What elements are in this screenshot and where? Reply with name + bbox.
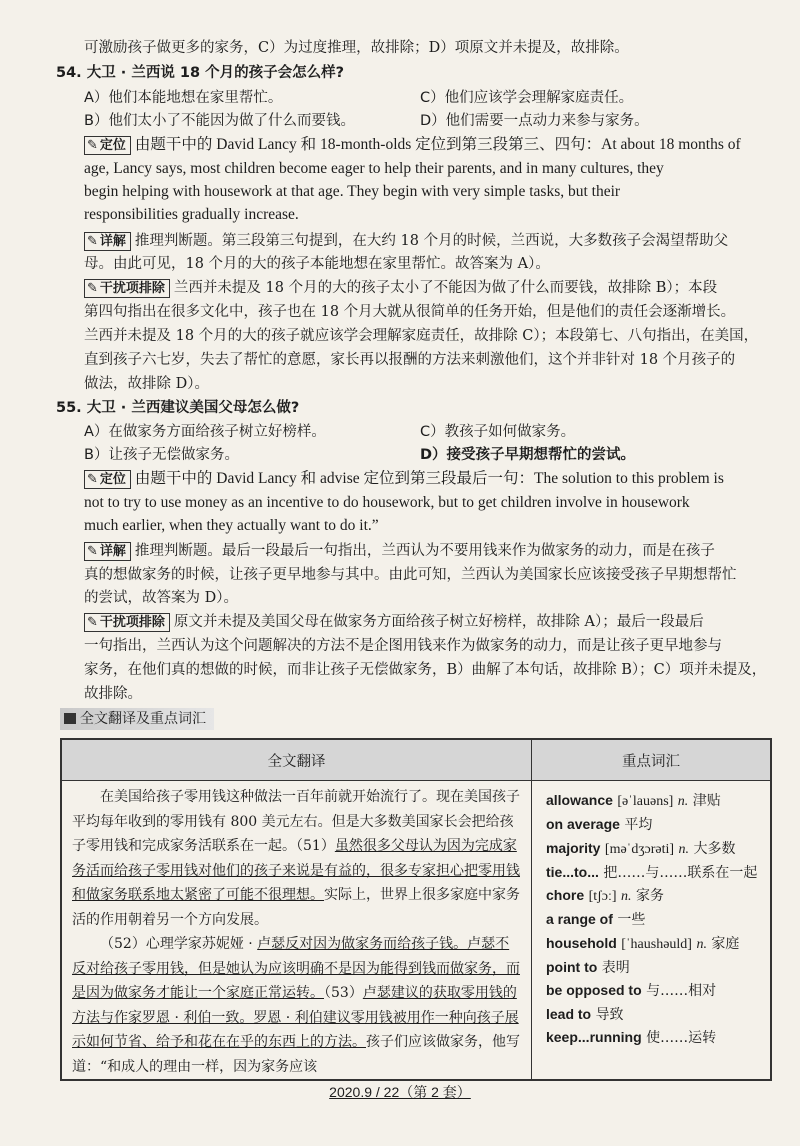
question-number: 55. [56, 400, 82, 416]
prev-answer-line: 可激励孩子做更多的家务，C）为过度推理，故排除；D）项原文并未提及，故排除。 [84, 40, 629, 56]
distract-line: ✎ 干扰项排除 兰西并未提及 18 个月的大的孩子太小了不能因为做了什么而要钱，故排除 B）；本段 [84, 277, 717, 299]
distract-line: 直到孩子六七岁，失去了帮忙的意愿，家长再以报酬的方法来刺激他们，这个并非针对 18 个月孩子的 [84, 352, 736, 368]
locate-line: age, Lancy says, most children become eager to help their parents, and in many cultures, they [84, 160, 664, 177]
vocab-item: majority [məˈdʒɔrəti] n. 大多数 [545, 839, 736, 857]
translation-cell [61, 781, 531, 1081]
vocab-item: keep...running 使……运转 [545, 1028, 717, 1046]
vocab-item: household [ˈhaushəuld] n. 家庭 [545, 934, 740, 952]
distract-line: 故排除。 [84, 686, 142, 702]
translation-paragraph: 在美国给孩子零用钱这种做法一百年前就开始流行了。现在美国孩子平均每年收到的零用钱有 800 美元左右。但是大多数美国家长会把给孩子零用钱和完成家务活联系在一起。（51）虽然很多父母认为因为完成家务活而给孩子零用钱对他们的孩子来说是有益的，很多专家担心把零用钱和做家务联系地太紧密了可能不很理想。实际上，世界上很多家庭中家务活的作用朝着另一个方向发展。 [72, 789, 520, 928]
option-b: B）他们太小了不能因为做了什么而要钱。 [84, 113, 355, 129]
vocab-list [532, 781, 770, 1049]
vocab-item: point to 表明 [545, 959, 630, 977]
detail-line: 的尝试，故答案为 D）。 [84, 590, 238, 606]
pen-icon: ✎ [87, 544, 98, 559]
locate-line: responsibilities gradually increase. [84, 206, 299, 223]
pen-icon: ✎ [87, 615, 98, 630]
translation-table [60, 738, 772, 1081]
pen-icon: ✎ [87, 138, 98, 153]
locate-line: much earlier, when they actually want to do it.” [84, 517, 379, 534]
page-footer: 2020.9 / 22（第 2 套） [329, 1084, 471, 1100]
vocab-item: chore [tʃɔː] n. 家务 [545, 887, 664, 905]
question-stem: 大卫 · 兰西建议美国父母怎么做? [86, 400, 300, 416]
locate-line: ✎ 定位 由题干中的 David Lancy 和 18-month-olds 定位到第三段第三、四句：At about 18 months of [84, 134, 741, 156]
question-54 [56, 62, 344, 84]
vocab-item: allowance [əˈlauəns] n. 津贴 [545, 792, 721, 809]
pen-icon: ✎ [87, 281, 98, 296]
distract-line: 家务，在他们真的想做的时候，而非让孩子无偿做家务，B）曲解了本句话，故排除 B）；C）项并未提及， [84, 662, 767, 678]
detail-line: ✎ 详解 推理判断题。第三段第三句提到，在大约 18 个月的时候，兰西说，大多数孩子会渴望帮助父 [84, 230, 728, 252]
option-a: A）他们本能地想在家里帮忙。 [84, 90, 283, 106]
distract-line: 兰西并未提及 18 个月的大的孩子就应该学会理解家庭责任，故排除 C）；本段第七、八句指出，在美国， [84, 328, 759, 344]
option-d: D）他们需要一点动力来参与家务。 [420, 113, 649, 129]
question-number: 54. [56, 65, 82, 81]
book-icon [64, 713, 76, 724]
option-a: A）在做家务方面给孩子树立好榜样。 [84, 424, 326, 440]
distract-tag: ✎ 干扰项排除 [84, 279, 170, 298]
locate-line: ✎ 定位 由题干中的 David Lancy 和 advise 定位到第三段最后一句：The solution to this problem is [84, 468, 724, 490]
detail-tag: ✎ 详解 [84, 232, 131, 251]
locate-tag: ✎ 定位 [84, 136, 131, 155]
detail-tag: ✎ 详解 [84, 542, 131, 561]
distract-line: ✎ 干扰项排除 原文并未提及美国父母在做家务方面给孩子树立好榜样，故排除 A）；最后一段最后 [84, 611, 704, 633]
locate-tag: ✎ 定位 [84, 470, 131, 489]
vocab-item: a range of 一些 [545, 911, 646, 929]
vocab-cell [531, 781, 771, 1081]
vocab-item: tie...to... 把……与……联系在一起 [545, 863, 758, 881]
distract-line: 一句指出，兰西认为这个问题解决的方法不是企图用钱来作为做家务的动力，而是让孩子更早地参与 [84, 638, 722, 654]
locate-line: not to try to use money as an incentive to do housework, but to get children involve in housework [84, 494, 690, 511]
detail-line: 真的想做家务的时候，让孩子更早地参与其中。由此可知，兰西认为美国家长应该接受孩子早期想帮忙 [84, 567, 737, 583]
detail-line: ✎ 详解 推理判断题。最后一段最后一句指出，兰西认为不要用钱来作为做家务的动力，而是在孩子 [84, 540, 715, 562]
pen-icon: ✎ [87, 472, 98, 487]
vocab-item: lead to 导致 [545, 1005, 624, 1023]
translation-paragraph: （52）心理学家苏妮娅 · 卢瑟反对因为做家务而给孩子钱。卢瑟不反对给孩子零用钱，但是她认为应该明确不是因为能得到钱而做家务，而是因为做家务才能让一个家庭正常运转。（53）卢瑟建议的获取零用钱的方法与作家罗恩 · 利伯一致。罗恩 · 利伯建议零用钱被用作一种向孩子展示如何节省、给予和花在在乎的东西上的方法。孩子们应该做家务，他写道：“和成人的理由一样，因为家务应该 [72, 936, 520, 1075]
vocab-item: on average 平均 [545, 816, 653, 834]
question-55 [56, 397, 299, 419]
vocab-header: 重点词汇 [531, 739, 771, 781]
distract-line: 做法，故排除 D）。 [84, 376, 209, 392]
section-title: 全文翻译及重点词汇 [60, 708, 214, 730]
vocab-item: be opposed to 与……相对 [545, 982, 717, 1000]
option-b: B）让孩子无偿做家务。 [84, 447, 239, 463]
distract-line: 第四句指出在很多文化中，孩子也在 18 个月大就从很简单的任务开始，但是他们的责任会逐渐增长。 [84, 304, 736, 320]
option-d: D）接受孩子早期想帮忙的尝试。 [420, 447, 636, 463]
detail-line: 母。由此可见，18 个月的大的孩子本能地想在家里帮忙。故答案为 A）。 [84, 256, 550, 272]
option-c: C）他们应该学会理解家庭责任。 [420, 90, 634, 106]
option-c: C）教孩子如何做家务。 [420, 424, 576, 440]
locate-line: begin helping with housework at that age. They begin with very simple tasks, but their [84, 183, 621, 200]
question-stem: 大卫 · 兰西说 18 个月的孩子会怎么样? [86, 65, 345, 81]
pen-icon: ✎ [87, 234, 98, 249]
translation-header: 全文翻译 [61, 739, 531, 781]
distract-tag: ✎ 干扰项排除 [84, 613, 170, 632]
